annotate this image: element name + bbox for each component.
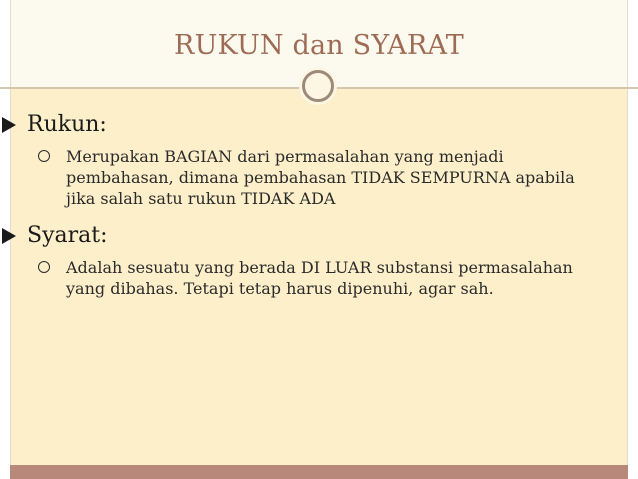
circle-bullet-icon — [38, 261, 50, 273]
triangle-bullet-icon — [2, 228, 16, 244]
footer-bar — [10, 465, 628, 479]
bullet-rukun — [0, 108, 638, 142]
sub-bullet-syarat — [0, 257, 638, 299]
triangle-bullet-icon — [2, 117, 16, 133]
sub-bullet-text-rukun: Merupakan BAGIAN dari permasalahan yang menjadi pembahasan, dimana pembahasan TIDAK SEMPURNA apabila jika salah satu rukun TIDAK ADA — [66, 147, 575, 208]
sub-bullet-text-syarat: Adalah sesuatu yang berada DI LUAR substansi permasalahan yang dibahas. Tetapi tetap harus dipenuhi, agar sah. — [66, 258, 573, 298]
bullet-syarat — [0, 219, 638, 253]
slide-content — [0, 108, 638, 303]
bullet-heading-rukun: Rukun: — [27, 112, 107, 137]
circle-ornament-icon — [302, 70, 334, 102]
sub-bullet-rukun — [0, 146, 638, 209]
bullet-heading-syarat: Syarat: — [27, 223, 108, 248]
circle-bullet-icon — [38, 150, 50, 162]
slide-title: RUKUN dan SYARAT — [174, 30, 464, 61]
